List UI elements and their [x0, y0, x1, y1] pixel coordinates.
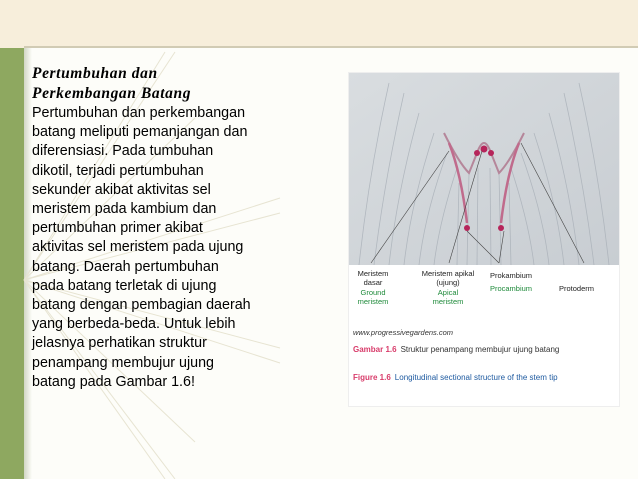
- label-line: Procambium: [489, 284, 533, 293]
- label-line: meristem: [432, 297, 464, 306]
- slide-body: [32, 104, 322, 392]
- label-line: Ground: [360, 288, 386, 297]
- body-line: jelasnya perhatikan struktur: [32, 335, 207, 352]
- heading-line: Pertumbuhan dan: [32, 65, 158, 82]
- caption-english: [353, 373, 615, 383]
- text-block: [32, 64, 322, 392]
- top-band: [0, 0, 638, 48]
- body-line: pada batang terletak di ujung: [32, 277, 217, 294]
- heading-line: Perkembangan Batang: [32, 85, 192, 102]
- body-line: sekunder akibat aktivitas sel: [32, 181, 211, 198]
- body-line: pertumbuhan primer akibat: [32, 220, 203, 237]
- stem-tip-figure: [349, 73, 619, 406]
- caption-number: Figure 1.6: [353, 373, 391, 382]
- figure-source: www.progressivegardens.com: [353, 328, 454, 337]
- body-line: meristem pada kambium dan: [32, 201, 217, 218]
- label-protoderm: [549, 284, 604, 293]
- body-line: diferensiasi. Pada tumbuhan: [32, 143, 214, 160]
- label-line: Apical: [437, 288, 459, 297]
- label-line: Meristem apikal: [421, 269, 475, 278]
- body-line: batang. Daerah pertumbuhan: [32, 258, 219, 275]
- body-line: batang meliputi pemanjangan dan: [32, 124, 248, 141]
- micrograph-image: [349, 73, 619, 265]
- body-line: yang berbeda-beda. Untuk lebih: [32, 316, 236, 333]
- label-line: Prokambium: [489, 271, 533, 280]
- caption-text: Struktur penampang membujur ujung batang: [400, 345, 560, 354]
- label-meristem-dasar: [353, 269, 393, 287]
- label-line: (ujung): [436, 278, 460, 287]
- body-line: batang dengan pembagian daerah: [32, 297, 251, 314]
- slide-heading: [32, 64, 322, 104]
- body-line: penampang membujur ujung: [32, 354, 215, 371]
- caption-indonesian: [353, 345, 615, 355]
- label-procambium: [481, 284, 541, 293]
- label-line: Meristem: [357, 269, 389, 278]
- label-prokambium: [481, 271, 541, 280]
- body-line: Pertumbuhan dan perkembangan: [32, 105, 246, 121]
- label-line: Protoderm: [558, 284, 594, 293]
- caption-text: Longitudinal sectional structure of the stem tip: [394, 373, 558, 382]
- caption-number: Gambar 1.6: [353, 345, 397, 354]
- body-line: dikotil, terjadi pertumbuhan: [32, 162, 204, 179]
- label-line: dasar: [363, 278, 383, 287]
- label-meristem-apikal: [413, 269, 483, 287]
- label-line: meristem: [357, 297, 389, 306]
- body-line: batang pada Gambar 1.6!: [32, 373, 195, 390]
- label-apical-meristem: [413, 288, 483, 306]
- body-line: aktivitas sel meristem pada ujung: [32, 239, 244, 256]
- label-ground-meristem: [353, 288, 393, 306]
